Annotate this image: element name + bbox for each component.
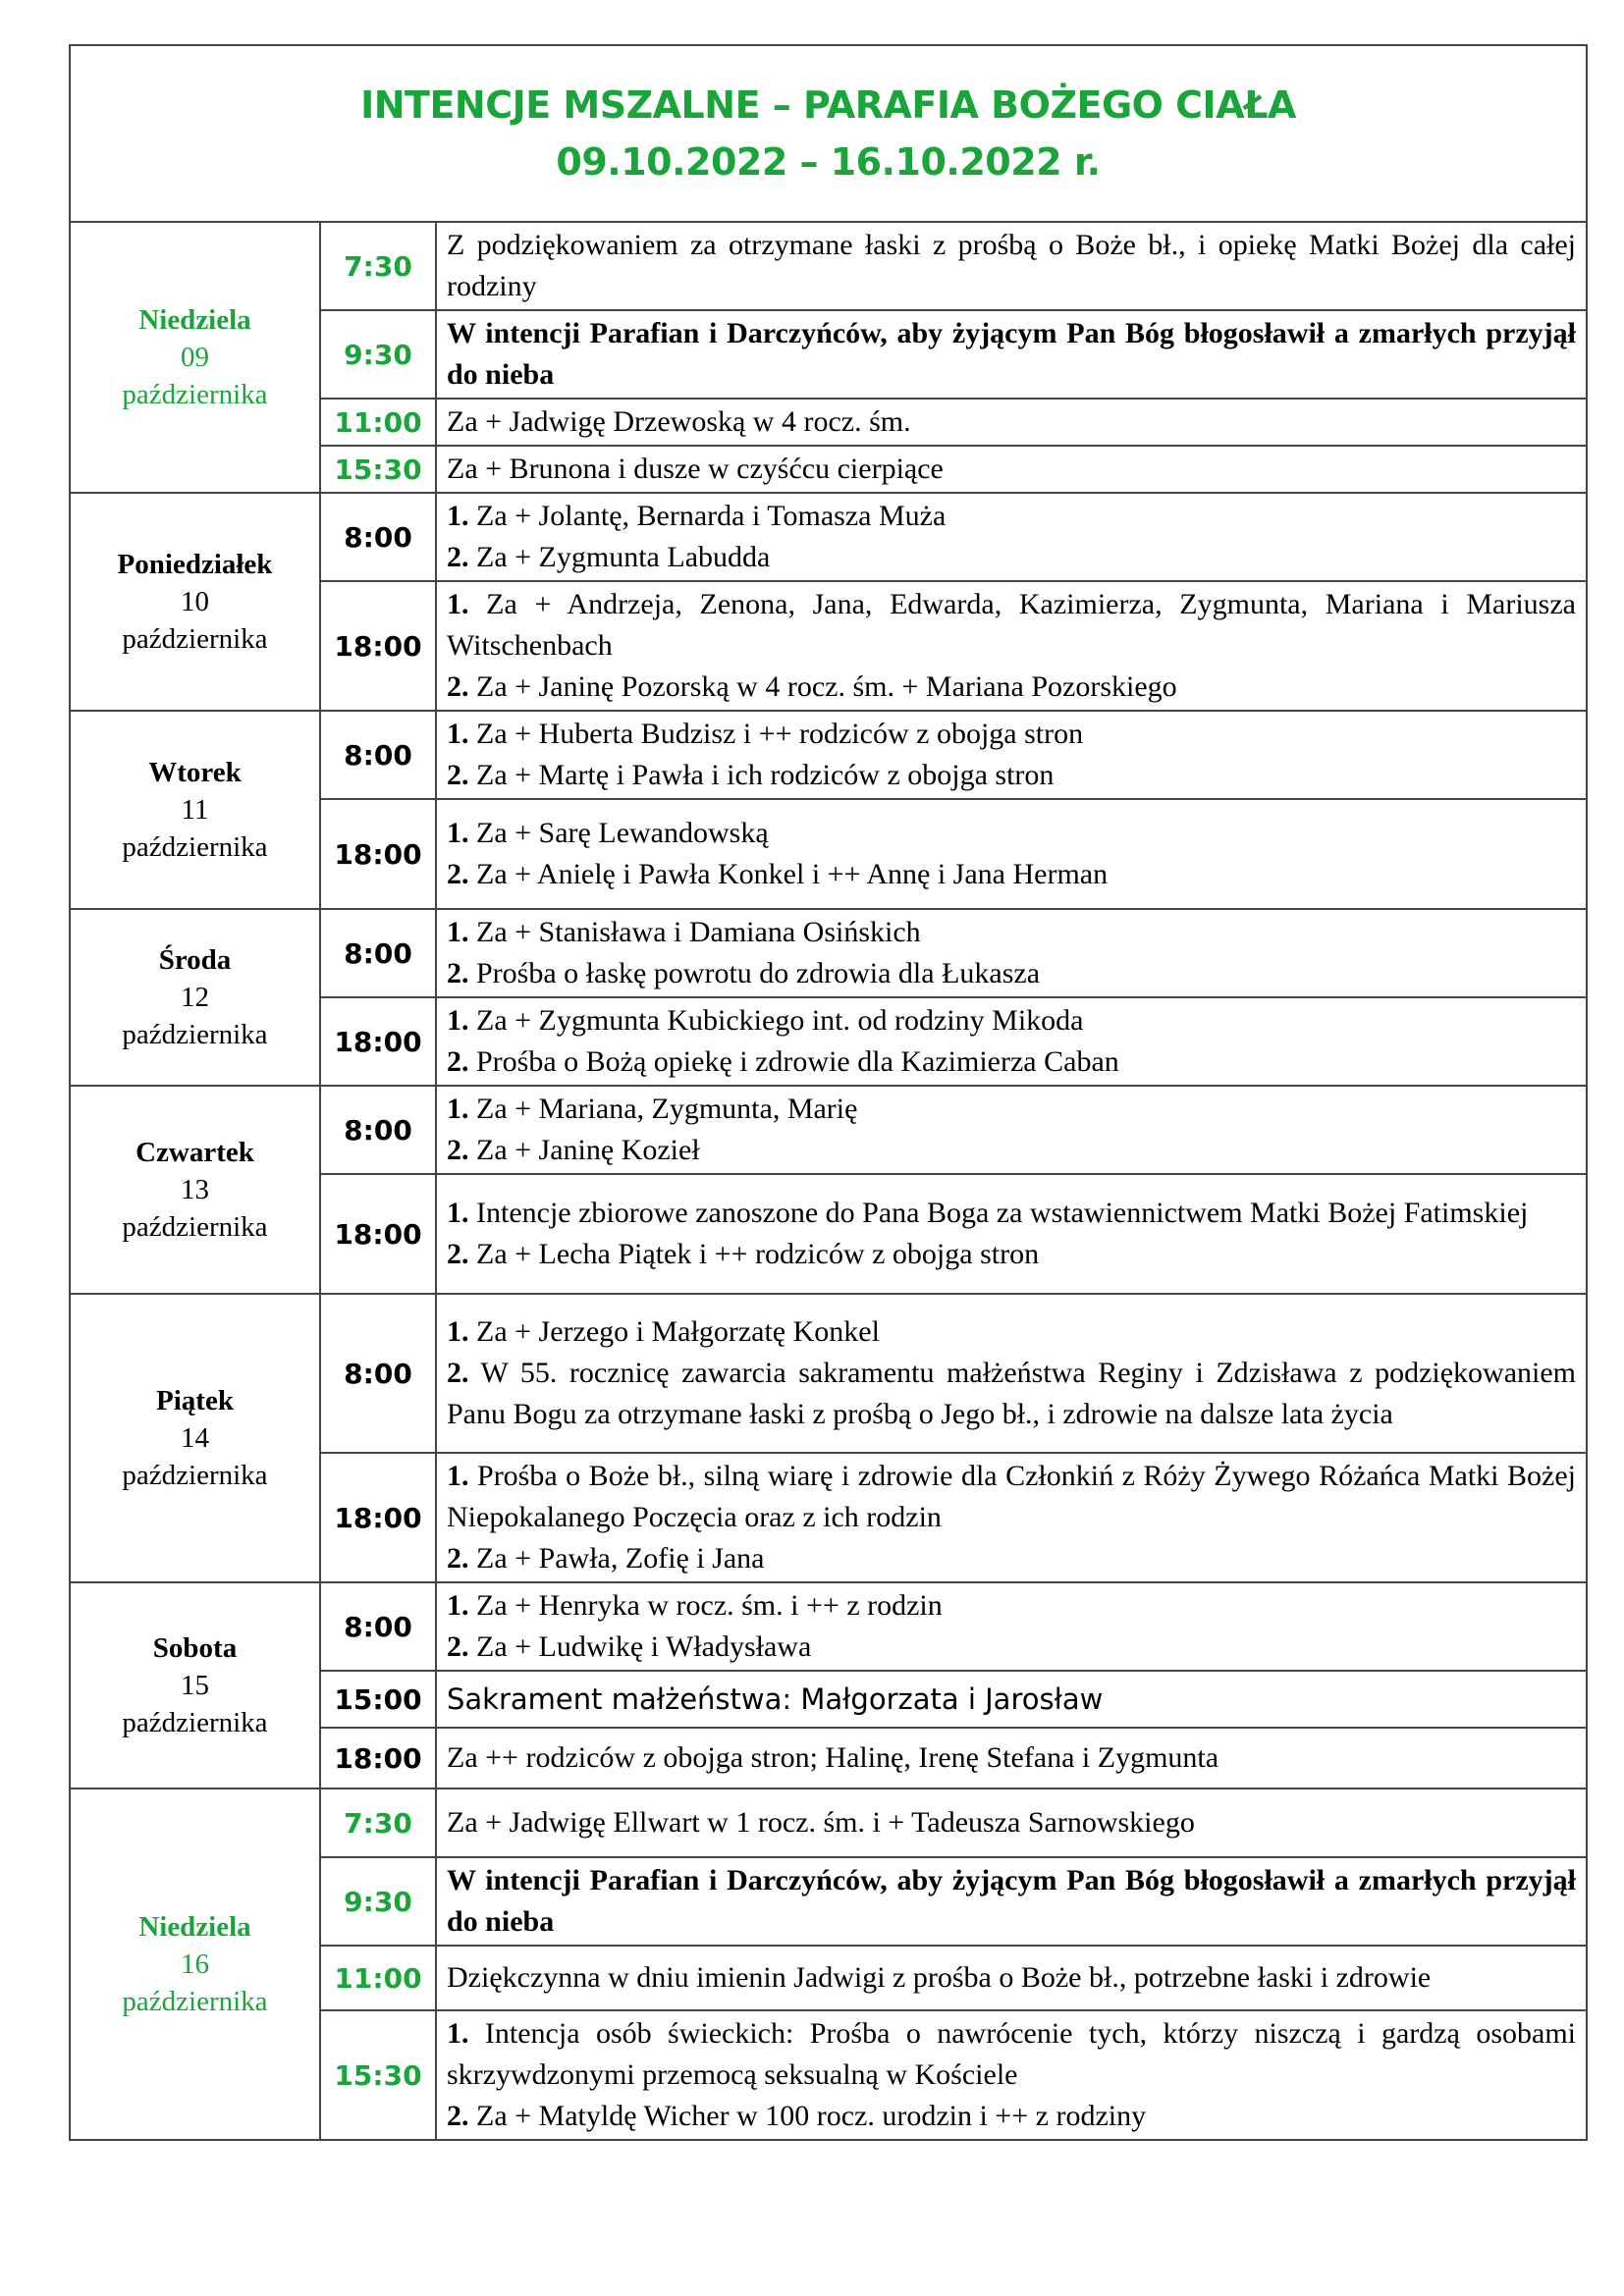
intention-number: 1. (447, 718, 469, 750)
mass-time: 8:00 (320, 1086, 436, 1174)
intention-line (447, 1957, 1576, 1999)
intention-text (436, 909, 1587, 997)
intention-line (447, 2096, 1576, 2137)
intention-text (436, 1946, 1587, 2010)
intention-line-text: Za + Martę i Pawła i ich rodziców z obojga stron (468, 759, 1055, 791)
intention-line (447, 1737, 1576, 1779)
intention-text (436, 222, 1587, 310)
title-cell (70, 45, 1587, 222)
intention-line-text: Za + Janinę Pozorską w 4 rocz. śm. + Mariana Pozorskiego (468, 670, 1177, 703)
day-cell (70, 493, 320, 711)
day-name: Czwartek (135, 1137, 254, 1168)
day-num: 10 (181, 586, 209, 617)
intention-text (436, 310, 1587, 399)
day-cell (70, 222, 320, 493)
intention-row (70, 222, 1587, 310)
intention-row (70, 711, 1587, 799)
intention-text (436, 581, 1587, 711)
intention-text (436, 2010, 1587, 2140)
intention-line-text: Za + Janinę Kozieł (468, 1134, 700, 1166)
intention-number: 1. (447, 1004, 469, 1037)
day-month: października (122, 1986, 268, 2017)
day-name: Poniedziałek (117, 549, 273, 580)
mass-time: 8:00 (320, 1582, 436, 1671)
intention-line-text: Prośba o Boże bł., silną wiarę i zdrowie dla Członkiń z Róży Żywego Różańca Matki Bożej Niepokalanego Poczęcia oraz z ich rodzin (447, 1460, 1576, 1533)
intention-line-text: Za + Henryka w rocz. śm. i ++ z rodzin (468, 1589, 943, 1622)
mass-time: 15:00 (320, 1671, 436, 1728)
intention-number: 2. (447, 2100, 469, 2132)
intention-number: 2. (447, 957, 469, 989)
day-num: 15 (181, 1670, 209, 1701)
intention-text (436, 1671, 1587, 1728)
intention-line-text: Za + Jadwigę Ellwart w 1 rocz. śm. i + Tadeusza Sarnowskiego (447, 1806, 1195, 1839)
intention-text (436, 1789, 1587, 1857)
intention-line-text: Za + Jolantę, Bernarda i Tomasza Muża (468, 500, 947, 532)
day-cell (70, 1086, 320, 1294)
intention-line (447, 1860, 1576, 1943)
intention-line (447, 1802, 1576, 1843)
intention-line (447, 449, 1576, 490)
intention-text (436, 1294, 1587, 1453)
intention-line-text: W 55. rocznicę zawarcia sakramentu małżeństwa Reginy i Zdzisława z podziękowaniem Panu Bogu za otrzymane łaski z prośbą o Jego bł., i zdrowie na dalsze lata życia (447, 1357, 1576, 1430)
intention-line-text: Za + Ludwikę i Władysława (468, 1630, 812, 1663)
intention-text (436, 493, 1587, 581)
intention-line (447, 496, 1576, 537)
day-month: października (122, 379, 268, 410)
mass-time: 18:00 (320, 1728, 436, 1789)
intention-line-text: Za + Pawła, Zofię i Jana (468, 1542, 765, 1575)
day-cell (70, 1789, 320, 2140)
intention-line (447, 1000, 1576, 1041)
intention-line (447, 537, 1576, 578)
intention-text (436, 1857, 1587, 1946)
intention-line-text: Za + Zygmunta Kubickiego int. od rodziny Mikoda (468, 1004, 1084, 1037)
intention-line-text: Za + Jerzego i Małgorzatę Konkel (468, 1315, 880, 1348)
day-month: października (122, 1211, 268, 1243)
day-num: 11 (181, 794, 209, 826)
intention-row (70, 1789, 1587, 1857)
day-name: Niedziela (138, 304, 251, 336)
intention-line (447, 1193, 1576, 1234)
mass-intentions-table (69, 44, 1588, 2141)
intention-line-text: Sakrament małżeństwa: Małgorzata i Jarosław (447, 1682, 1104, 1716)
intention-number: 1. (447, 1315, 469, 1348)
intention-line (447, 1089, 1576, 1130)
intention-line (447, 1041, 1576, 1083)
intention-line (447, 667, 1576, 708)
intention-line (447, 584, 1576, 667)
intention-text (436, 1174, 1587, 1294)
intention-line (447, 1234, 1576, 1275)
date-range: 09.10.2022 – 16.10.2022 r. (556, 140, 1101, 184)
intention-number: 1. (447, 1197, 469, 1229)
day-num: 14 (181, 1422, 209, 1454)
mass-time: 7:30 (320, 222, 436, 310)
day-name: Piątek (156, 1385, 234, 1416)
intention-number: 2. (447, 1630, 469, 1663)
intention-row (70, 1582, 1587, 1671)
intention-row (70, 1086, 1587, 1174)
intention-line (447, 755, 1576, 796)
mass-time: 18:00 (320, 1174, 436, 1294)
intention-line-text: Prośba o Bożą opiekę i zdrowie dla Kazimierza Caban (468, 1045, 1119, 1078)
day-name: Środa (158, 944, 232, 976)
intention-number: 2. (447, 1542, 469, 1575)
intention-line-text: Intencja osób świeckich: Prośba o nawrócenie tych, którzy niszczą i gardzą osobami skrzywdzonymi przemocą seksualną w Kościele (447, 2017, 1576, 2091)
intention-line-text: Za + Mariana, Zygmunta, Marię (468, 1093, 858, 1125)
day-month: października (122, 1707, 268, 1738)
intention-line (447, 313, 1576, 396)
intention-line (447, 1679, 1576, 1720)
mass-time: 7:30 (320, 1789, 436, 1857)
intention-line-text: Prośba o łaskę powrotu do zdrowia dla Łukasza (468, 957, 1041, 989)
intention-line-text: Za + Matyldę Wicher w 100 rocz. urodzin i ++ z rodziny (468, 2100, 1147, 2132)
intention-number: 1. (447, 916, 469, 948)
intention-line (447, 1585, 1576, 1627)
intention-line-text: Za + Jadwigę Drzewoską w 4 rocz. śm. (447, 405, 911, 438)
mass-time: 9:30 (320, 310, 436, 399)
mass-time: 11:00 (320, 1946, 436, 2010)
intention-line (447, 714, 1576, 755)
intention-line-text: Za + Huberta Budzisz i ++ rodziców z obojga stron (468, 718, 1084, 750)
intention-line (447, 1538, 1576, 1579)
intention-line (447, 1353, 1576, 1435)
intention-number: 1. (447, 1460, 469, 1492)
intention-line (447, 1627, 1576, 1668)
intention-line (447, 2013, 1576, 2096)
day-cell (70, 711, 320, 909)
mass-time: 18:00 (320, 997, 436, 1086)
day-name: Niedziela (138, 1911, 251, 1943)
intention-line-text: Za ++ rodziców z obojga stron; Halinę, Irenę Stefana i Zygmunta (447, 1741, 1219, 1774)
intention-text (436, 997, 1587, 1086)
mass-time: 15:30 (320, 446, 436, 493)
intention-line-text: Za + Anielę i Pawła Konkel i ++ Annę i Jana Herman (468, 858, 1109, 890)
intention-line (447, 854, 1576, 895)
page-title: INTENCJE MSZALNE – PARAFIA BOŻEGO CIAŁA (360, 83, 1296, 127)
intention-line-text: W intencji Parafian i Darczyńców, aby żyjącym Pan Bóg błogosławił a zmarłych przyjął do nieba (447, 317, 1576, 391)
day-num: 09 (181, 342, 209, 373)
day-month: października (122, 1019, 268, 1050)
mass-time: 8:00 (320, 493, 436, 581)
intention-line-text: Za + Sarę Lewandowską (468, 817, 769, 849)
intention-number: 1. (447, 2017, 469, 2050)
intention-line-text: Z podziękowaniem za otrzymane łaski z prośbą o Boże bł., i opiekę Matki Bożej dla całej rodziny (447, 229, 1576, 302)
intention-number: 2. (447, 670, 469, 703)
intention-text (436, 1728, 1587, 1789)
day-num: 12 (181, 982, 209, 1013)
day-num: 13 (181, 1174, 209, 1205)
intention-line (447, 401, 1576, 443)
day-name: Wtorek (148, 757, 242, 788)
intention-line-text: Dziękczynna w dniu imienin Jadwigi z prośba o Boże bł., potrzebne łaski i zdrowie (447, 1961, 1432, 1994)
intention-line (447, 813, 1576, 854)
intention-number: 2. (447, 541, 469, 573)
day-cell (70, 1582, 320, 1789)
intention-text (436, 1582, 1587, 1671)
intention-number: 1. (447, 1589, 469, 1622)
intention-line (447, 1311, 1576, 1353)
day-month: października (122, 1460, 268, 1491)
intention-number: 2. (447, 1357, 469, 1389)
intention-row (70, 909, 1587, 997)
intention-text (436, 399, 1587, 446)
title-row (70, 45, 1587, 222)
intention-text (436, 1453, 1587, 1582)
intention-number: 2. (447, 1134, 469, 1166)
day-cell (70, 1294, 320, 1582)
intention-number: 1. (447, 500, 469, 532)
intention-line (447, 225, 1576, 307)
day-month: października (122, 623, 268, 655)
intention-number: 2. (447, 1238, 469, 1270)
mass-time: 8:00 (320, 711, 436, 799)
intention-line (447, 1130, 1576, 1171)
mass-time: 11:00 (320, 399, 436, 446)
intention-number: 2. (447, 759, 469, 791)
mass-time: 18:00 (320, 581, 436, 711)
intention-row (70, 493, 1587, 581)
day-num: 16 (181, 1949, 209, 1980)
intention-number: 2. (447, 858, 469, 890)
intention-line-text: Za + Stanisława i Damiana Osińskich (468, 916, 921, 948)
intention-text (436, 446, 1587, 493)
intention-line (447, 953, 1576, 994)
day-cell (70, 909, 320, 1086)
day-name: Sobota (152, 1632, 238, 1664)
intention-number: 1. (447, 1093, 469, 1125)
mass-time: 8:00 (320, 1294, 436, 1453)
intention-line (447, 912, 1576, 953)
intention-line-text: Za + Brunona i dusze w czyśćcu cierpiące (447, 453, 944, 485)
mass-time: 15:30 (320, 2010, 436, 2140)
intention-line-text: Intencje zbiorowe zanoszone do Pana Boga za wstawiennictwem Matki Bożej Fatimskiej (468, 1197, 1529, 1229)
intention-line (447, 1456, 1576, 1538)
intention-number: 1. (447, 817, 469, 849)
intention-number: 2. (447, 1045, 469, 1078)
intention-number: 1. (447, 588, 469, 620)
intention-line-text: Za + Lecha Piątek i ++ rodziców z obojga stron (468, 1238, 1040, 1270)
mass-time: 18:00 (320, 799, 436, 909)
intention-text (436, 1086, 1587, 1174)
mass-time: 8:00 (320, 909, 436, 997)
mass-time: 9:30 (320, 1857, 436, 1946)
day-month: października (122, 831, 268, 863)
intention-text (436, 799, 1587, 909)
intention-line-text: Za + Zygmunta Labudda (468, 541, 771, 573)
intention-text (436, 711, 1587, 799)
intention-line-text: Za + Andrzeja, Zenona, Jana, Edwarda, Kazimierza, Zygmunta, Mariana i Mariusza Witschenbach (447, 588, 1576, 662)
mass-time: 18:00 (320, 1453, 436, 1582)
intention-row (70, 1294, 1587, 1453)
intention-line-text: W intencji Parafian i Darczyńców, aby żyjącym Pan Bóg błogosławił a zmarłych przyjął do nieba (447, 1864, 1576, 1938)
